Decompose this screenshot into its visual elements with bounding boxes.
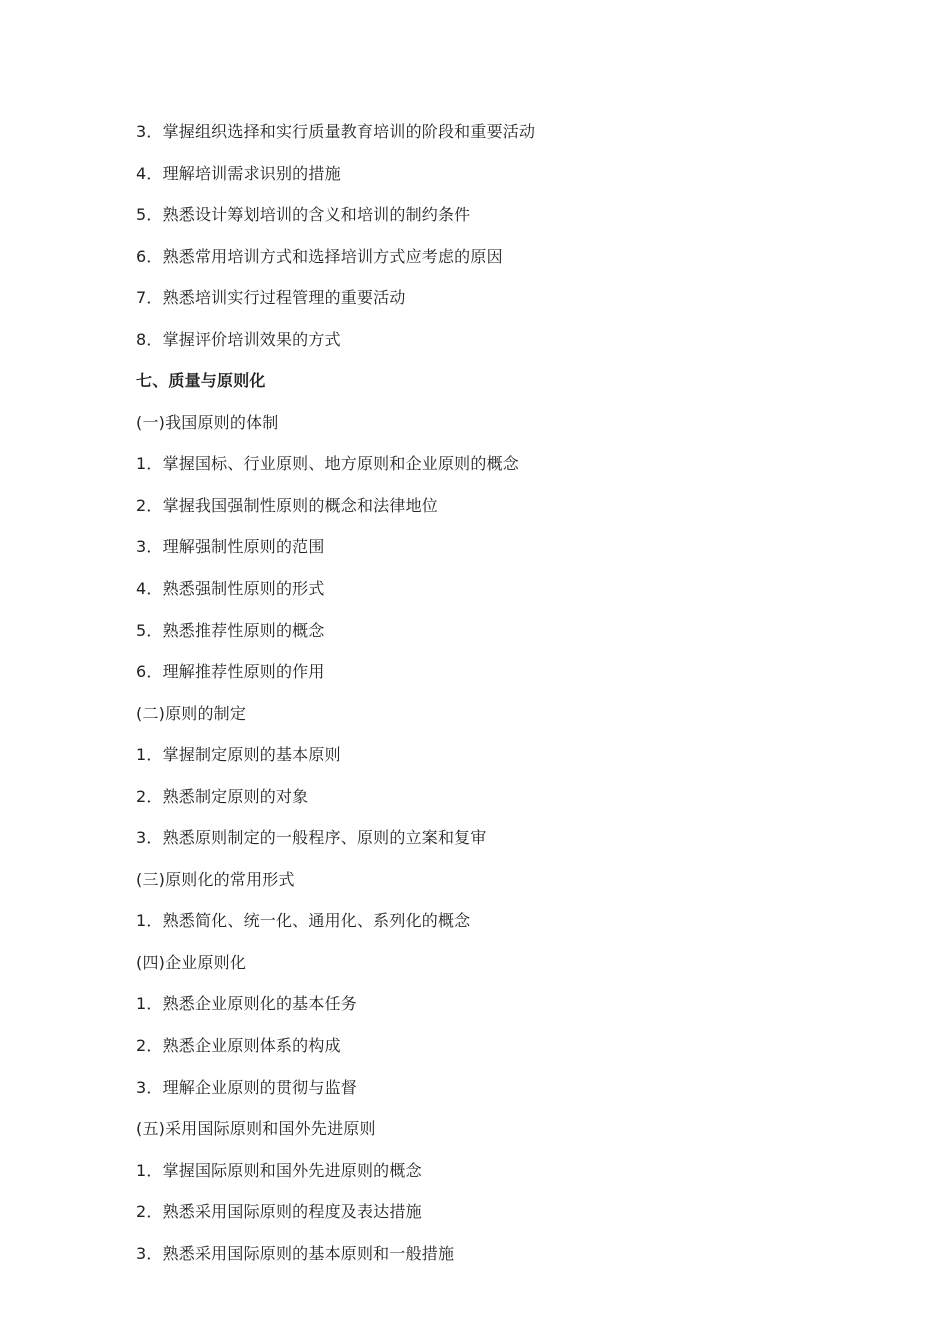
list-item: 1．掌握制定原则的基本原则	[136, 745, 341, 765]
list-item: 2．掌握我国强制性原则的概念和法律地位	[136, 495, 438, 515]
section-heading: (二)原则的制定	[136, 703, 247, 723]
list-item: 6．理解推荐性原则的作用	[136, 662, 325, 682]
section-heading: (五)采用国际原则和国外先进原则	[136, 1119, 376, 1139]
list-item: 5．熟悉推荐性原则的概念	[136, 620, 325, 640]
list-item: 3．掌握组织选择和实行质量教育培训的阶段和重要活动	[136, 122, 536, 141]
list-item: 8．掌握评价培训效果的方式	[136, 329, 341, 349]
document-body	[136, 111, 896, 1274]
list-item: 3．理解企业原则的贯彻与监督	[136, 1077, 357, 1097]
list-item: 1．熟悉企业原则化的基本任务	[136, 994, 357, 1014]
list-item: 3．熟悉采用国际原则的基本原则和一般措施	[136, 1243, 455, 1263]
section-heading: (四)企业原则化	[136, 952, 247, 972]
list-item: 2．熟悉制定原则的对象	[136, 786, 309, 806]
list-item: 4．熟悉强制性原则的形式	[136, 579, 325, 599]
list-item: 2．熟悉采用国际原则的程度及表达措施	[136, 1202, 422, 1222]
list-item: 2．熟悉企业原则体系的构成	[136, 1036, 341, 1056]
list-item: 6．熟悉常用培训方式和选择培训方式应考虑的原因	[136, 246, 503, 266]
list-item: 3．理解强制性原则的范围	[136, 537, 325, 557]
list-item: 3．熟悉原则制定的一般程序、原则的立案和复审	[136, 828, 487, 848]
list-item: 1．掌握国际原则和国外先进原则的概念	[136, 1160, 422, 1180]
section-heading: (一)我国原则的体制	[136, 412, 279, 432]
list-item: 1．熟悉简化、统一化、通用化、系列化的概念	[136, 911, 471, 931]
chapter-heading: 七、质量与原则化	[136, 371, 266, 391]
section-heading: (三)原则化的常用形式	[136, 869, 295, 889]
list-item: 5．熟悉设计筹划培训的含义和培训的制约条件	[136, 205, 471, 225]
list-item: 4．理解培训需求识别的措施	[136, 163, 341, 183]
list-item: 1．掌握国标、行业原则、地方原则和企业原则的概念	[136, 454, 519, 474]
list-item: 7．熟悉培训实行过程管理的重要活动	[136, 288, 406, 308]
